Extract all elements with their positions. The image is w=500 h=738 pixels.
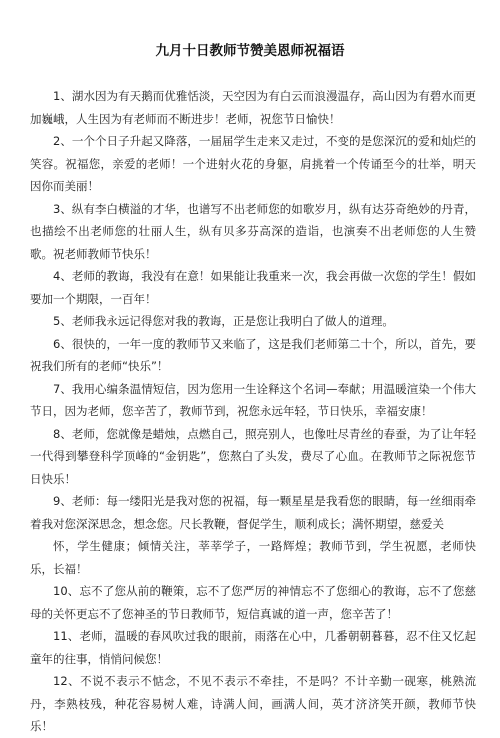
paragraph-8: 8、老师，您就像是蜡烛，点燃自己，照亮别人，也像吐尽青丝的春蚕，为了让年轻一代得到攀登科学顶峰的“金钥匙”，您熬白了头发，费尽了心血。在教师节之际祝您节日快乐！ <box>30 426 476 486</box>
paragraph-7: 7、我用心编条温情短信，因为您用一生诠释这个名词—奉献；用温暖渲染一个伟大节日，因为老师，您辛苦了，教师节到，祝您永远年轻，节日快乐，幸福安康！ <box>30 381 476 418</box>
document-body <box>30 85 476 738</box>
page-title: 九月十日教师节赞美恩师祝福语 <box>155 43 345 59</box>
paragraph-2: 2、一个个日子升起又降落，一届届学生走来又走过，不变的是您深沉的爱和灿烂的笑容。祝福您，亲爱的老师！一个进射火花的身躯，肩挑着一个传诵至今的壮举，明天因你而美丽！ <box>30 134 476 193</box>
paragraph-12: 12、不说不表示不惦念，不见不表示不牵挂，不是吗？不计辛勤一砚寒，桃熟流丹，李熟枝残，种花容易树人难，诗满人间，画满人间，英才济济笑开颜，教师节快乐！ <box>30 674 476 733</box>
paragraph-10: 10、忘不了您从前的鞭策，忘不了您严厉的神情忘不了您细心的教诲，忘不了您慈母的关怀更忘不了您神圣的节日教师节，短信真诚的道一声，您辛苦了！ <box>30 584 476 621</box>
paragraph-5: 5、老师我永远记得您对我的教诲，正是您让我明白了做人的道理。 <box>53 314 394 328</box>
paragraph-1: 1、湖水因为有天鹅而优雅恬淡，天空因为有白云而浪漫温存，高山因为有碧水而更加巍峨，人生因为有老师而不断进步！老师，祝您节日愉快！ <box>30 89 476 126</box>
paragraph-11: 11、老师，温暖的春风吹过我的眼前，雨落在心中，几番朝朝暮暮，忍不住又忆起童年的往事，悄悄问候您！ <box>30 629 476 666</box>
paragraph-4: 4、老师的教诲，我没有在意！如果能让我重来一次，我会再做一次您的学生！假如要加一个期限，一百年！ <box>30 269 476 306</box>
paragraph-3: 3、纵有李白横溢的才华，也谱写不出老师您的如歌岁月，纵有达芬奇绝妙的丹青，也描绘不出老师您的壮丽人生，纵有贝多芬高深的造诣，也演奏不出老师您的人生赞歌。祝老师教师节快乐！ <box>30 201 476 261</box>
paragraph-6: 6、很快的，一年一度的教师节又来临了，这是我们老师第二十个，所以，首先，要祝我们所有的老师“快乐”！ <box>30 336 476 373</box>
paragraph-9-continued: 怀，学生健康；倾情关注，莘莘学子，一路辉煌；教师节到，学生祝愿，老师快乐，长福！ <box>30 539 476 576</box>
paragraph-9: 9、老师：每一缕阳光是我对您的祝福，每一颗星星是我看您的眼睛，每一丝细雨牵着我对您深深思念，想念您。尺长教鞭，督促学生，顺利成长；满怀期望，慈爱关 <box>30 494 476 531</box>
